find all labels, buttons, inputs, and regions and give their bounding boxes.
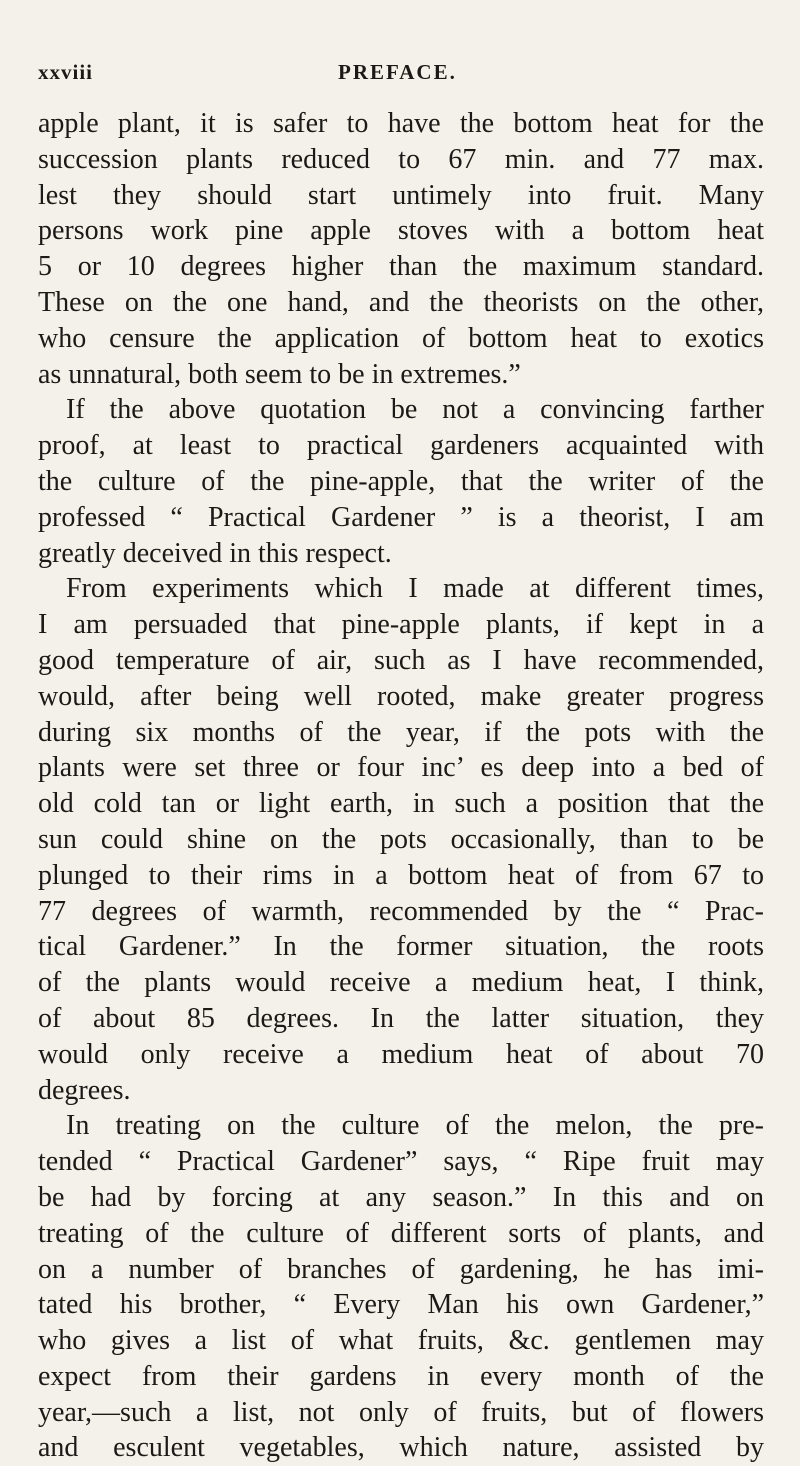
text-line: From experiments which I made at different times, <box>66 573 764 605</box>
text-line: and esculent vegetables, which nature, assisted by <box>38 1432 764 1464</box>
text-line: of the plants would receive a medium heat, I think, <box>38 967 764 999</box>
text-line: sun could shine on the pots occasionally, than to be <box>38 823 764 855</box>
text-line: tended “ Practical Gardener” says, “ Ripe fruit may <box>38 1146 764 1178</box>
body-text <box>38 106 764 1466</box>
text-line: succession plants reduced to 67 min. and 77 max. <box>38 143 764 175</box>
text-line: In treating on the culture of the melon, the pre- <box>66 1110 764 1142</box>
page-number: xxviii <box>38 60 94 84</box>
text-line: old cold tan or light earth, in such a position that the <box>38 788 764 820</box>
text-line: These on the one hand, and the theorists on the other, <box>38 286 764 318</box>
text-line: the culture of the pine-apple, that the writer of the <box>38 465 764 497</box>
text-line: plants were set three or four inc’ es deep into a bed of <box>38 752 764 784</box>
text-line: persons work pine apple stoves with a bottom heat <box>38 215 764 247</box>
text-line: would only receive a medium heat of about 70 <box>38 1038 764 1070</box>
text-line: treating of the culture of different sorts of plants, and <box>38 1217 764 1249</box>
text-line: greatly deceived in this respect. <box>38 537 392 569</box>
text-line: lest they should start untimely into fruit. Many <box>38 179 764 211</box>
text-line: as unnatural, both seem to be in extremes.” <box>38 358 521 390</box>
text-line: tated his brother, “ Every Man his own Gardener,” <box>38 1289 764 1321</box>
text-line: who censure the application of bottom heat to exotics <box>38 322 764 354</box>
text-line: year,—such a list, not only of fruits, but of flowers <box>38 1396 764 1428</box>
text-line: 5 or 10 degrees higher than the maximum standard. <box>38 251 764 283</box>
text-line: professed “ Practical Gardener ” is a theorist, I am <box>38 501 764 533</box>
text-line: of about 85 degrees. In the latter situation, they <box>38 1002 764 1034</box>
text-line: would, after being well rooted, make greater progress <box>38 680 764 712</box>
text-line: on a number of branches of gardening, he has imi- <box>38 1253 764 1285</box>
text-line: during six months of the year, if the pots with the <box>38 716 764 748</box>
text-line: proof, at least to practical gardeners acquainted with <box>38 430 764 462</box>
text-line: 77 degrees of warmth, recommended by the “ Prac- <box>38 895 764 927</box>
running-head <box>38 60 764 96</box>
text-line: plunged to their rims in a bottom heat of from 67 to <box>38 859 764 891</box>
text-line: who gives a list of what fruits, &c. gentlemen may <box>38 1325 764 1357</box>
text-line: I am persuaded that pine-apple plants, if kept in a <box>38 609 764 641</box>
text-line: good temperature of air, such as I have recommended, <box>38 644 764 676</box>
text-line: be had by forcing at any season.” In this and on <box>38 1181 764 1213</box>
text-line: tical Gardener.” In the former situation, the roots <box>38 931 764 963</box>
running-title: PREFACE. <box>338 60 457 84</box>
text-line: apple plant, it is safer to have the bottom heat for the <box>38 108 764 139</box>
text-line: expect from their gardens in every month of the <box>38 1360 764 1392</box>
text-line: If the above quotation be not a convincing farther <box>66 394 764 426</box>
text-line: degrees. <box>38 1074 131 1106</box>
